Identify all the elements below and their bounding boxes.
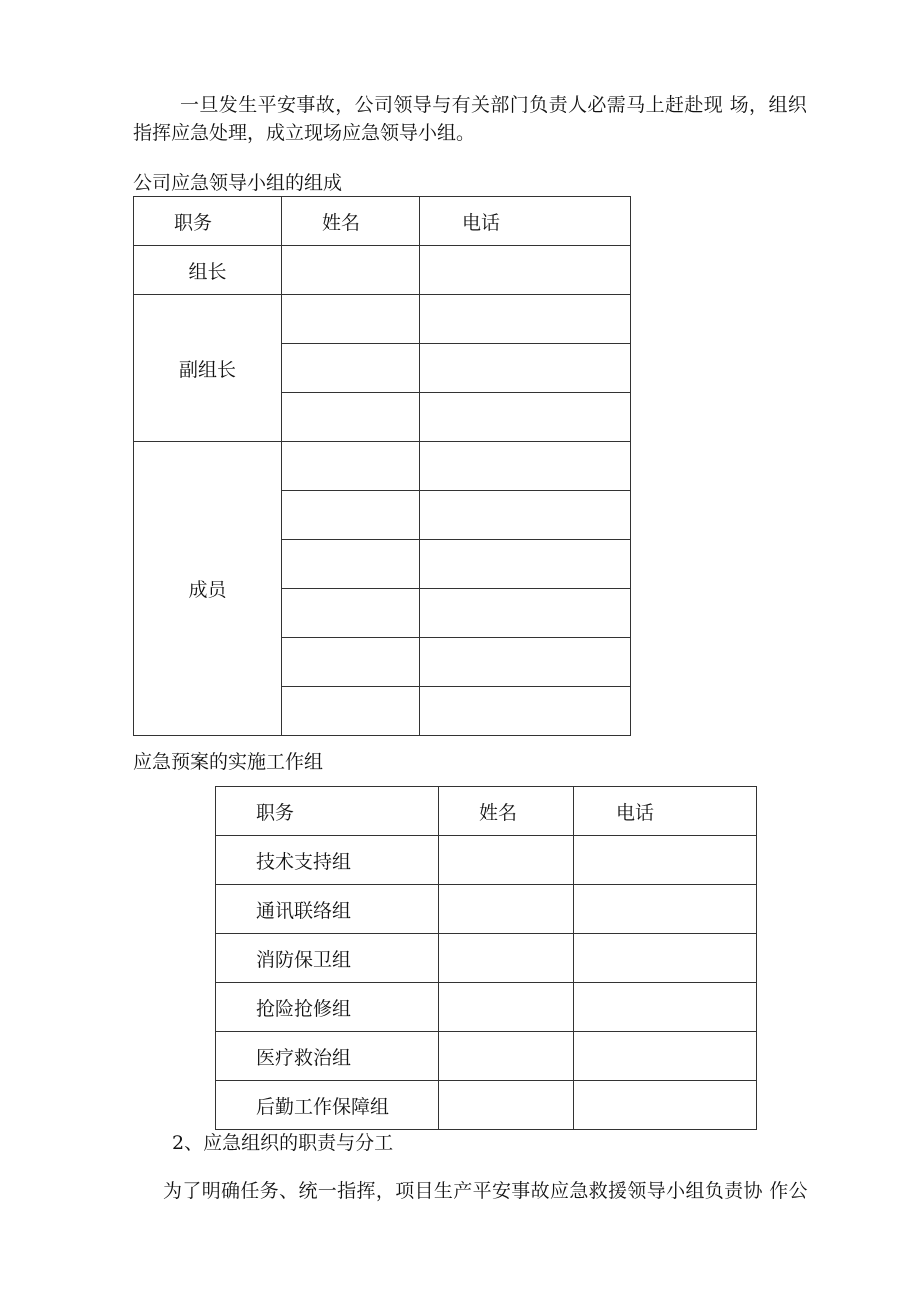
group-logistics: 后勤工作保障组	[216, 1081, 439, 1130]
header-phone: 电话	[420, 197, 631, 246]
section-2-heading: 2、应急组织的职责与分工	[172, 1132, 394, 1154]
name-cell	[282, 638, 420, 687]
table-row	[134, 246, 631, 295]
intro-line-1: 一旦发生平安事故，公司领导与有关部门负责人必需马上赶赴现 场，组织	[180, 94, 808, 116]
name-cell	[282, 246, 420, 295]
phone-cell	[574, 1081, 757, 1130]
phone-cell	[420, 540, 631, 589]
role-member: 成员	[134, 442, 282, 736]
name-cell	[282, 540, 420, 589]
phone-cell	[420, 589, 631, 638]
phone-cell	[420, 638, 631, 687]
group-medical: 医疗救治组	[216, 1032, 439, 1081]
name-cell	[282, 442, 420, 491]
table-row	[134, 442, 631, 491]
name-cell	[282, 589, 420, 638]
phone-cell	[574, 934, 757, 983]
name-cell	[439, 836, 574, 885]
work-table-title: 应急预案的实施工作组	[133, 751, 324, 773]
header-name: 姓名	[282, 197, 420, 246]
table-row	[216, 836, 757, 885]
work-table	[215, 786, 757, 1130]
phone-cell	[420, 393, 631, 442]
table-row	[216, 1081, 757, 1130]
role-deputy: 副组长	[134, 295, 282, 442]
table-row	[216, 983, 757, 1032]
name-cell	[439, 934, 574, 983]
table-row	[216, 1032, 757, 1081]
table-header-row	[134, 197, 631, 246]
name-cell	[282, 393, 420, 442]
phone-cell	[574, 885, 757, 934]
phone-cell	[420, 491, 631, 540]
phone-cell	[574, 836, 757, 885]
phone-cell	[574, 983, 757, 1032]
phone-cell	[574, 1032, 757, 1081]
group-communication: 通讯联络组	[216, 885, 439, 934]
table-header-row	[216, 787, 757, 836]
role-leader: 组长	[134, 246, 282, 295]
header-position: 职务	[134, 197, 282, 246]
leader-table-title: 公司应急领导小组的组成	[133, 172, 343, 194]
phone-cell	[420, 246, 631, 295]
table-row	[216, 934, 757, 983]
section-2-line-1: 为了明确任务、统一指挥，项目生产平安事故应急救援领导小组负责协 作公	[163, 1180, 808, 1202]
name-cell	[439, 1081, 574, 1130]
phone-cell	[420, 442, 631, 491]
name-cell	[282, 491, 420, 540]
header-position: 职务	[216, 787, 439, 836]
group-fire-security: 消防保卫组	[216, 934, 439, 983]
table-row	[134, 295, 631, 344]
name-cell	[282, 295, 420, 344]
name-cell	[282, 344, 420, 393]
header-name: 姓名	[439, 787, 574, 836]
phone-cell	[420, 344, 631, 393]
group-rescue-repair: 抢险抢修组	[216, 983, 439, 1032]
phone-cell	[420, 687, 631, 736]
leader-table	[133, 196, 631, 736]
name-cell	[282, 687, 420, 736]
intro-line-2: 指挥应急处理，成立现场应急领导小组。	[133, 122, 476, 144]
phone-cell	[420, 295, 631, 344]
name-cell	[439, 885, 574, 934]
group-tech-support: 技术支持组	[216, 836, 439, 885]
header-phone: 电话	[574, 787, 757, 836]
name-cell	[439, 1032, 574, 1081]
name-cell	[439, 983, 574, 1032]
table-row	[216, 885, 757, 934]
